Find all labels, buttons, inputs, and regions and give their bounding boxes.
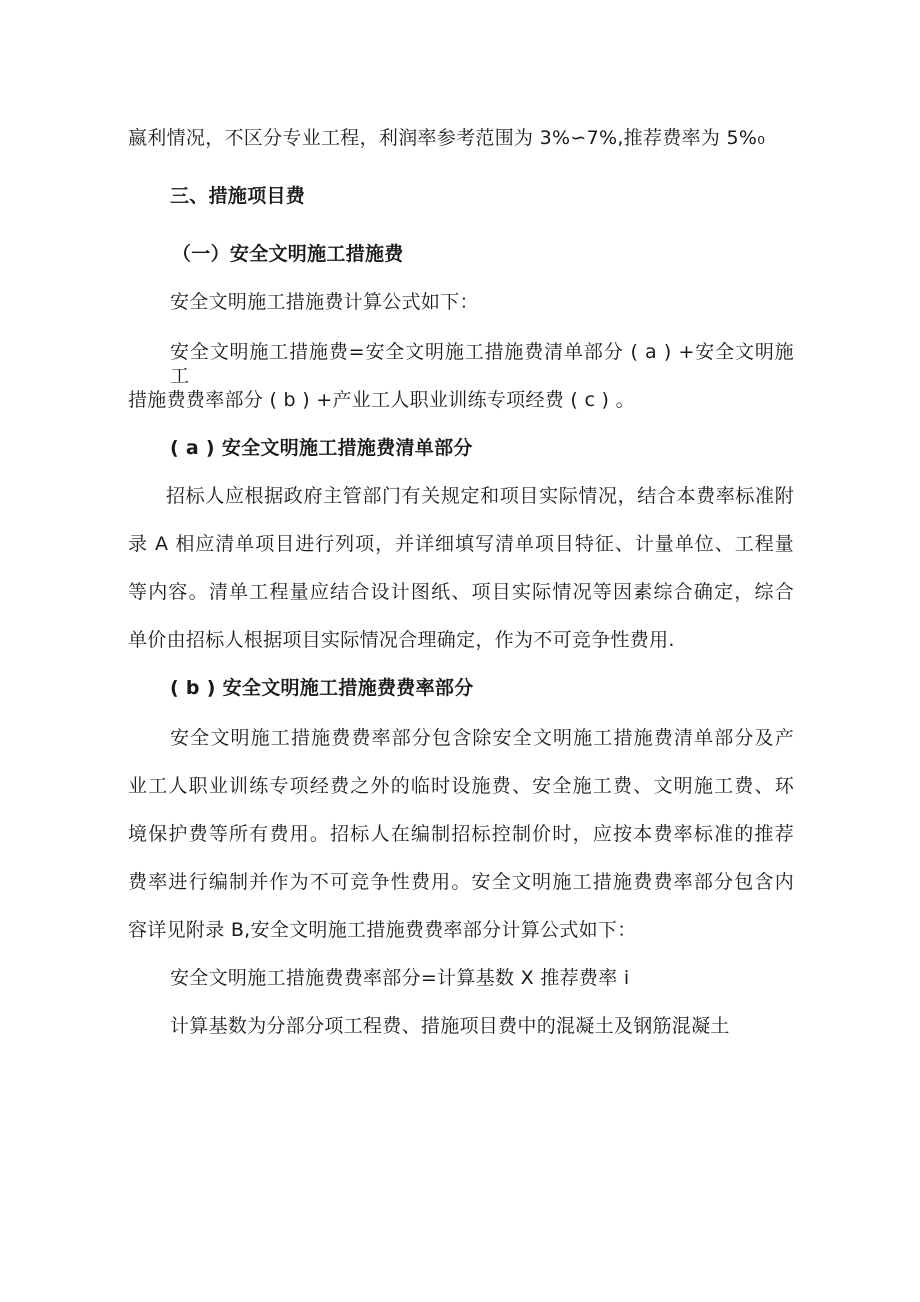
paragraph-line: 单价由招标人根据项目实际情况合理确定，作为不可竞争性费用. [128, 629, 675, 651]
paragraph-line: 嬴利情况，不区分专业工程，利润率参考范围为 3%∽7%,推荐费率为 5%₀ [128, 127, 766, 149]
subsection-heading: （一）安全文明施工措施费 [172, 243, 404, 265]
paragraph-line: 计算基数为分部分项工程费、措施项目费中的混凝土及钢筋混凝土 [170, 1015, 730, 1037]
paragraph-line: 费率进行编制并作为不可竞争性费用。安全文明施工措施费费率部分包含内 [128, 871, 794, 893]
paragraph-line: 录 A 相应清单项目进行列项，并详细填写清单项目特征、计量单位、工程量 [128, 533, 794, 555]
subsection-heading: ( b ) 安全文明施工措施费费率部分 [170, 677, 474, 699]
formula-line: 安全文明施工措施费费率部分=计算基数 X 推荐费率 i [170, 967, 630, 989]
paragraph-line: 安全文明施工措施费计算公式如下： [170, 291, 479, 313]
subsection-heading: ( a ) 安全文明施工措施费清单部分 [170, 437, 473, 459]
paragraph-line: 境保护费等所有费用。招标人在编制招标控制价时，应按本费率标准的推荐 [128, 823, 794, 845]
paragraph-line: 安全文明施工措施费费率部分包含除安全文明施工措施费清单部分及产 [170, 727, 794, 749]
paragraph-line: 等内容。清单工程量应结合设计图纸、项目实际情况等因素综合确定，综合 [128, 581, 794, 603]
paragraph-line: 招标人应根据政府主管部门有关规定和项目实际情况，结合本费率标准附 [166, 485, 794, 507]
paragraph-line: 措施费费率部分 ( b ) +产业工人职业训练专项经费 ( c ) 。 [128, 389, 635, 411]
paragraph-line: 安全文明施工措施费=安全文明施工措施费清单部分 ( a ) +安全文明施工 [170, 341, 794, 387]
paragraph-line: 容详见附录 B,安全文明施工措施费费率部分计算公式如下： [128, 919, 637, 941]
section-heading: 三、措施项目费 [170, 185, 306, 207]
paragraph-line: 业工人职业训练专项经费之外的临时设施费、安全施工费、文明施工费、环 [128, 775, 794, 797]
